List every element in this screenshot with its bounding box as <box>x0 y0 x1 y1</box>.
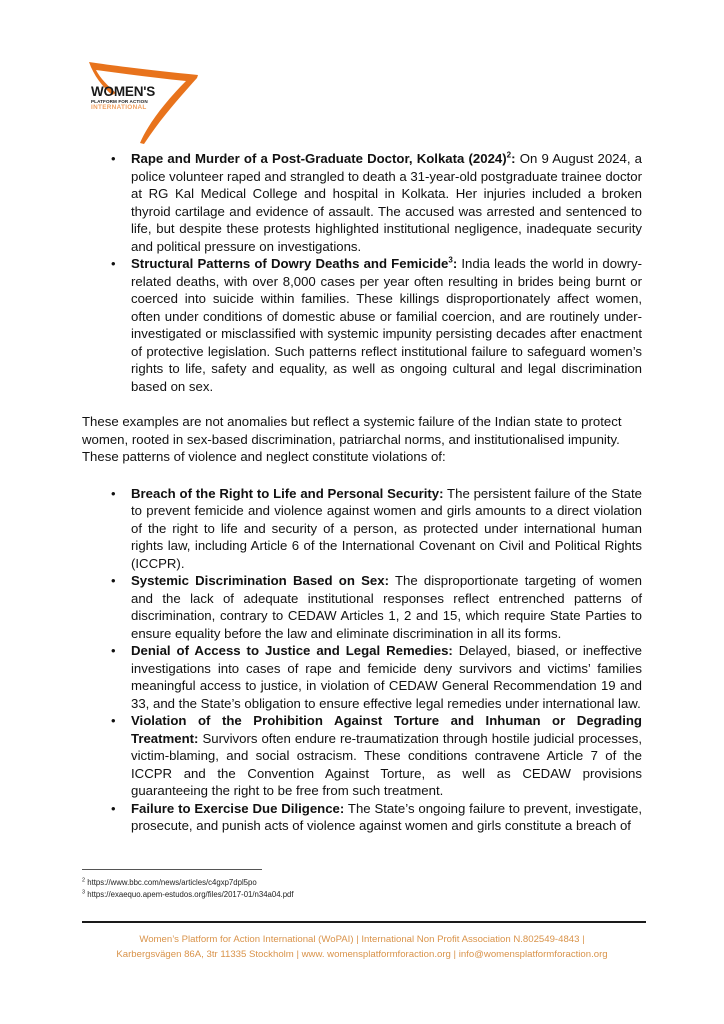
item-title: Violation of the Prohibition Against Torture and Inhuman or Degrading Treatment: <box>131 713 642 746</box>
footnote <box>82 889 294 901</box>
item-text: The persistent failure of the State to prevent femicide and violence against women and girls amounts to a direct violation of the right to life and security of a person, as protected under international human rights law, including Article 6 of the International Covenant on Civil and Political Rights (ICCPR). <box>131 485 642 571</box>
list-item <box>82 642 642 712</box>
item-title: Systemic Discrimination Based on Sex: <box>131 573 389 588</box>
list-item <box>82 800 642 835</box>
list-item <box>82 572 642 642</box>
footnote-separator <box>82 869 262 870</box>
footnote-number: 2 <box>82 877 86 884</box>
bullet-icon: • <box>111 643 116 658</box>
document-body <box>82 150 642 835</box>
item-title: Denial of Access to Justice and Legal Remedies: <box>131 643 453 658</box>
footnote-ref-link[interactable]: 3 <box>448 255 453 265</box>
item-text: Delayed, biased, or ineffective investigations into cases of rape and femicide deny survivors and victims’ families meaningful access to justice, in violation of CEDAW General Recommendation 19 and 33, and the State’s obligation to ensure effective legal remedies under international law. <box>131 643 642 711</box>
footnote <box>82 877 294 889</box>
list-item <box>82 485 642 573</box>
bullet-icon: • <box>111 256 116 271</box>
item-text: The disproportionate targeting of women and the lack of adequate institutional responses reflect entrenched patterns of discrimination, contrary to CEDAW Articles 1, 2 and 15, which require State Parties to ensure equality before the law and eliminate discrimination in all its forms. <box>131 573 642 641</box>
item-title: Structural Patterns of Dowry Deaths and Femicide <box>131 256 449 271</box>
footnote-link[interactable]: https://exaequo.apem-estudos.org/files/2017-01/n34a04.pdf <box>87 890 294 899</box>
item-text: Survivors often endure re-traumatization through hostile judicial processes, victim-blaming, and social ostracism. These conditions contravene Article 7 of the ICCPR and the Convention Against Torture, as well as CEDAW provisions guaranteeing the right to be free from such treatment. <box>131 730 642 798</box>
bullet-icon: • <box>111 485 116 501</box>
bullet-icon: • <box>111 800 116 816</box>
item-title: Breach of the Right to Life and Personal Security: <box>131 485 444 501</box>
item-title: Failure to Exercise Due Diligence: <box>131 800 345 816</box>
logo-subtitle: PLATFORM FOR ACTION <box>91 98 148 104</box>
item-text: The State’s ongoing failure to prevent, investigate, prosecute, and punish acts of violence against women and girls constitute a breach of <box>131 800 642 833</box>
bullet-icon: • <box>111 573 116 588</box>
bullet-icon: • <box>111 713 116 728</box>
violations-list <box>82 485 642 835</box>
footer-line-organization: Women’s Platform for Action International (WoPAI) | International Non Profit Association N.802549-4843 | <box>139 934 585 945</box>
footnote-ref-link[interactable]: 2 <box>506 150 512 160</box>
list-item <box>82 150 642 255</box>
footer-line-contact: Karbergsvägen 86A, 3tr 11335 Stockholm | www. womensplatformforaction.org | info@womensplatformforaction.org <box>116 949 608 960</box>
item-colon: : <box>452 256 458 271</box>
item-text: On 9 August 2024, a police volunteer raped and strangled to death a 31-year-old postgraduate trainee doctor at RG Kal Medical College and hospital in Kolkata. Her injuries included a broken thyroid cartilage and evidence of assault. The accused was arrested and sentenced to life, but despite these protests highlighted institutional negligence, inadequate security and political pressure on investigations. <box>131 151 642 254</box>
footer-divider <box>82 921 646 923</box>
item-colon: : <box>511 151 516 166</box>
list-item <box>82 255 642 395</box>
list-item <box>82 712 642 800</box>
page-footer <box>60 932 664 962</box>
footnote-number: 3 <box>82 889 86 896</box>
logo-international: INTERNATIONAL <box>91 104 147 112</box>
item-title: Rape and Murder of a Post-Graduate Doctor, Kolkata (2024) <box>131 151 507 166</box>
summary-paragraph: These examples are not anomalies but reflect a systemic failure of the Indian state to protect women, rooted in sex-based discrimination, patriarchal norms, and institutionalised impunity. These patterns of violence and neglect constitute violations of: <box>82 414 622 464</box>
case-examples-list <box>82 150 642 395</box>
item-text: India leads the world in dowry-related deaths, with over 8,000 cases per year often resulting in brides being burnt or coerced into suicide within families. These killings disproportionately affect women, often under conditions of domestic abuse or familial coercion, and are routinely under-investigated or misclassified with systemic impunity persisting decades after enactment of protective legislation. Such patterns reflect institutional failure to safeguard women’s rights to life, safety and equality, as well as ongoing cultural and legal discrimination based on sex. <box>131 256 642 394</box>
footnote-link[interactable]: https://www.bbc.com/news/articles/c4gxp7dpl5po <box>87 878 257 887</box>
organization-logo <box>86 56 206 148</box>
footnotes <box>82 877 294 901</box>
logo-title: WOMEN'S <box>91 84 156 99</box>
bullet-icon: • <box>111 151 116 166</box>
logo-text <box>91 85 155 112</box>
